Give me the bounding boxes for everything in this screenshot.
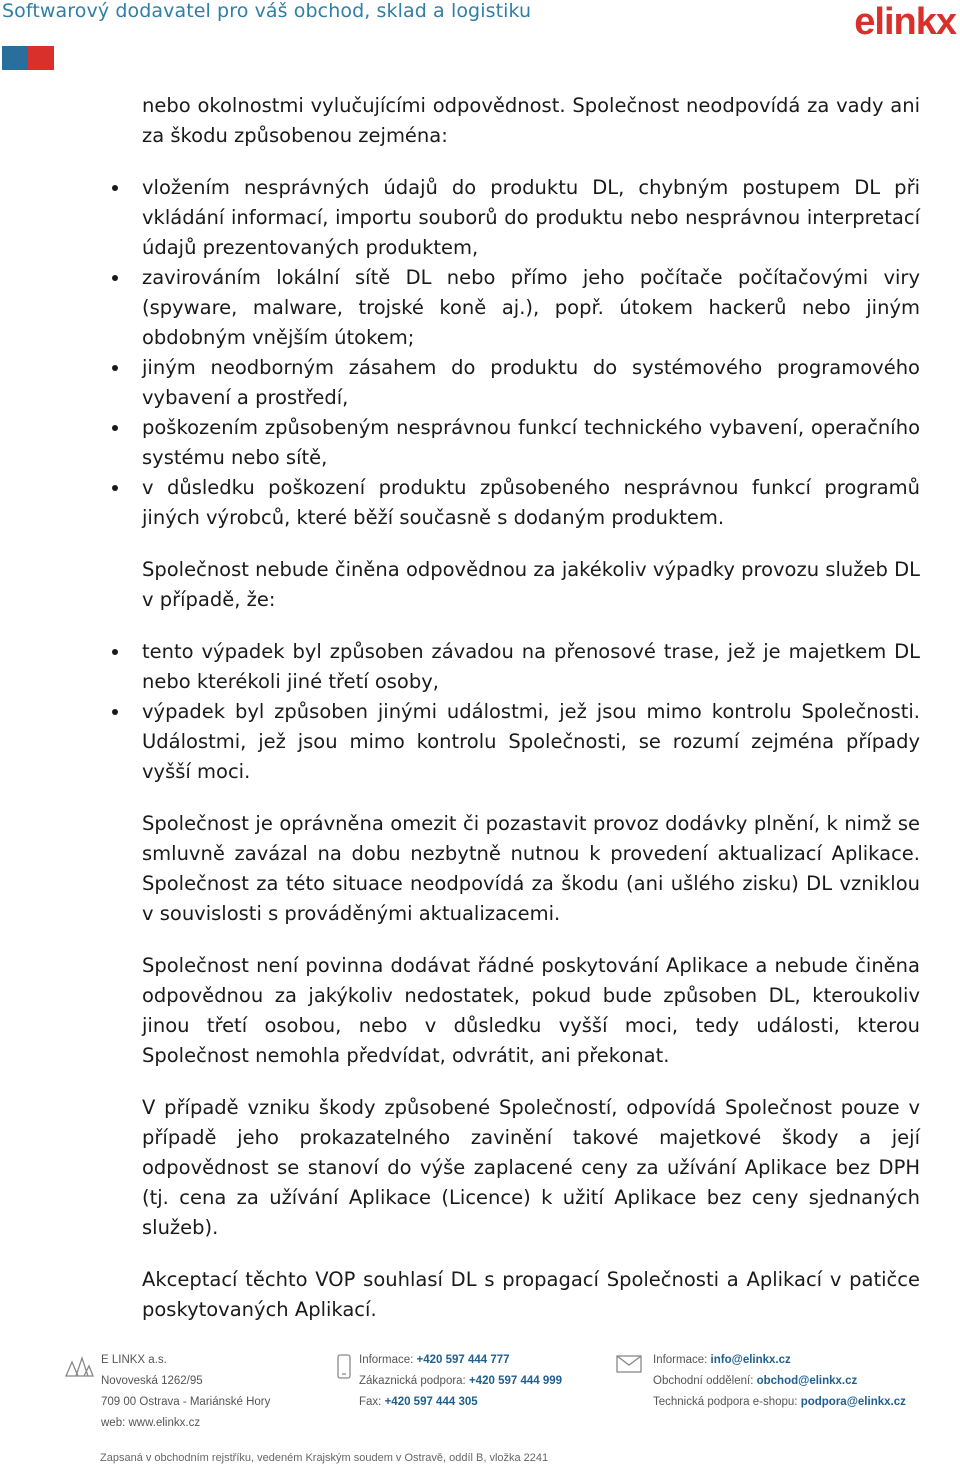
phone-support bbox=[359, 1371, 562, 1392]
footer-phones bbox=[359, 1350, 562, 1413]
list-item: zavirováním lokální sítě DL nebo přímo jeho počítače počítačovými viry (spyware, malware, trojské koně aj.), popř. útokem hackerů nebo jiným obdobným vnějším útokem; bbox=[142, 263, 920, 353]
fax-label: Fax: bbox=[359, 1396, 382, 1408]
phone-support-label: Zákaznická podpora: bbox=[359, 1375, 466, 1387]
list-item: vložením nesprávných údajů do produktu DL, chybným postupem DL při vkládání informací, importu souborů do produktu nebo nesprávnou interpretací údajů prezentovaných produktem, bbox=[142, 173, 920, 263]
web-link[interactable]: www.elinkx.cz bbox=[128, 1417, 201, 1429]
header-blue-block bbox=[2, 46, 28, 70]
list-item: v důsledku poškození produktu způsobeného nesprávnou funkcí programů jiných výrobců, které běží současně s dodaným produktem. bbox=[142, 473, 920, 533]
email-sales bbox=[653, 1371, 906, 1392]
phone-info-number[interactable]: +420 597 444 777 bbox=[416, 1354, 510, 1366]
elinkx-logo: elinkx bbox=[854, 1, 956, 43]
email-info-label: Informace: bbox=[653, 1354, 708, 1366]
phone-icon bbox=[336, 1354, 352, 1380]
list-item: výpadek byl způsoben jinými událostmi, jež jsou mimo kontrolu Společnosti. Událostmi, jež jsou mimo kontrolu Společnosti, se rozumí zejména případy vyšší moci. bbox=[142, 697, 920, 787]
phone-support-number[interactable]: +420 597 444 999 bbox=[468, 1375, 563, 1387]
envelope-icon bbox=[616, 1354, 642, 1374]
list-item: tento výpadek byl způsoben závadou na přenosové trase, jež je majetkem DL nebo kterékoli jiné třetí osoby, bbox=[142, 637, 920, 697]
list-item: poškozením způsobeným nesprávnou funkcí technického vybavení, operačního systému nebo sítě, bbox=[142, 413, 920, 473]
paragraph-liability: V případě vzniku škody způsobené Společností, odpovídá Společnost pouze v případě jeho prokazatelného zavinění takové majetkové škody a její odpovědnost se stanoví do výše zaplacené ceny za užívání Aplikace bez DPH (tj. cena za užívání Aplikace (Licence) k užití Aplikace bez ceny sjednaných služeb). bbox=[142, 1096, 920, 1239]
header-tagline: Softwarový dodavatel pro váš obchod, sklad a logistiku bbox=[2, 0, 532, 22]
company-city: 709 00 Ostrava - Mariánské Hory bbox=[101, 1396, 271, 1408]
fax-number: +420 597 444 305 bbox=[384, 1396, 478, 1408]
list-item: jiným neodborným zásahem do produktu do systémového programového vybavení a prostředí, bbox=[142, 353, 920, 413]
email-info bbox=[653, 1350, 906, 1371]
email-tech-label: Technická podpora e-shopu: bbox=[653, 1396, 798, 1408]
paragraph-promotion: Akceptací těchto VOP souhlasí DL s propagací Společnosti a Aplikací v patičce poskytovaných Aplikací. bbox=[142, 1268, 920, 1321]
damage-causes-list bbox=[142, 173, 920, 533]
header-red-block bbox=[28, 46, 54, 70]
paragraph-intro: nebo okolnostmi vylučujícími odpovědnost. Společnost neodpovídá za vady ani za škodu způsobenou zejména: bbox=[142, 94, 920, 147]
document-body bbox=[142, 91, 920, 1347]
phone-info bbox=[359, 1350, 562, 1371]
paragraph-no-obligation: Společnost není povinna dodávat řádné poskytování Aplikace a nebude činěna odpovědnou za jakýkoliv nedostatek, pokud bude způsoben DL, kteroukoliv jinou třetí osobou, nebo v důsledku vyšší moci, tedy události, kterou Společnost nemohla předvídat, odvrátit, ani překonat. bbox=[142, 954, 920, 1067]
page-footer bbox=[0, 1350, 960, 1468]
company-name: E LINKX a.s. bbox=[101, 1354, 167, 1366]
company-street: Novoveská 1262/95 bbox=[101, 1375, 203, 1387]
footer-company bbox=[101, 1350, 270, 1434]
phone-info-label: Informace: bbox=[359, 1354, 414, 1366]
footer-emails bbox=[653, 1350, 906, 1413]
paragraph-outages: Společnost nebude činěna odpovědnou za jakékoliv výpadky provozu služeb DL v případě, že: bbox=[142, 558, 920, 611]
registry-note: Zapsaná v obchodním rejstříku, vedeném Krajským soudem v Ostravě, oddíl B, vložka 2241 bbox=[100, 1452, 549, 1464]
paragraph-updates: Společnost je oprávněna omezit či pozastavit provoz dodávky plnění, k nimž se smluvně zavázal na dobu nezbytně nutnou k provedení aktualizací Aplikace. Společnost za této situace neodpovídá za škodu (ani ušlého zisku) DL vzniklou v souvislosti s prováděnými aktualizacemi. bbox=[142, 812, 920, 925]
email-sales-link[interactable]: obchod@elinkx.cz bbox=[756, 1375, 858, 1387]
email-info-link[interactable]: info@elinkx.cz bbox=[710, 1354, 791, 1366]
buildings-icon bbox=[64, 1354, 94, 1378]
web-label: web: bbox=[101, 1417, 126, 1429]
fax bbox=[359, 1392, 562, 1413]
email-tech bbox=[653, 1392, 906, 1413]
email-tech-link[interactable]: podpora@elinkx.cz bbox=[800, 1396, 906, 1408]
email-sales-label: Obchodní oddělení: bbox=[653, 1375, 754, 1387]
outage-causes-list bbox=[142, 637, 920, 787]
company-web bbox=[101, 1413, 270, 1434]
